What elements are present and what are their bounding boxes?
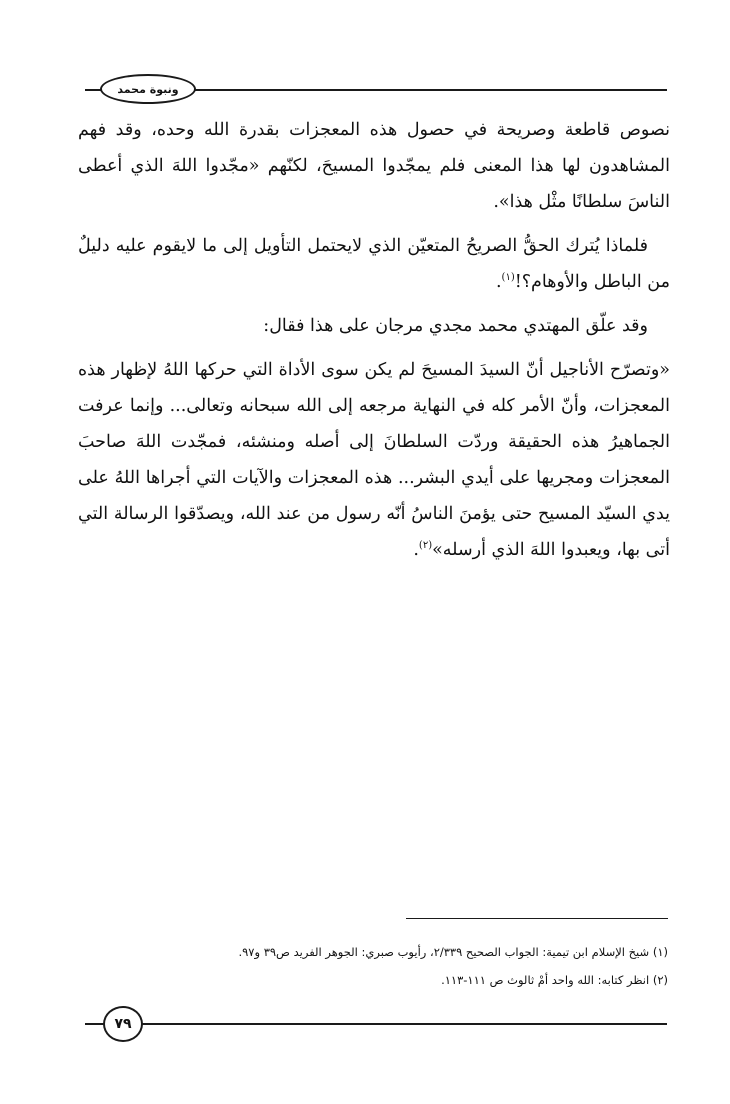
main-text xyxy=(78,112,670,576)
footnote-ref-2: (٢) xyxy=(418,540,433,552)
footnotes xyxy=(78,938,668,994)
paragraph-2-text: فلماذا يُترك الحقُّ الصريحُ المتعيّن الذي لايحتمل التأويل إلى ما لايقوم عليه دليلٌ من الباطل والأوهام؟! xyxy=(78,236,670,292)
footnote-ref-1: (١) xyxy=(501,272,515,284)
paragraph-2 xyxy=(78,228,670,300)
paragraph-4-quote xyxy=(78,352,670,568)
footnote-2: (٢) انظر كتابه: الله واحد أمْ ثالوث ص ١١١-١١٣. xyxy=(441,973,668,987)
page-number: ٧٩ xyxy=(103,1006,143,1042)
footnote-1: (١) شيخ الإسلام ابن تيمية: الجواب الصحيح ٢/٣٣٩، رأيوب صبري: الجوهر الفريد ص٣٩ و٩٧. xyxy=(238,945,668,959)
paragraph-3: وقد علّق المهتدي محمد مجدي مرجان على هذا فقال: xyxy=(263,316,648,336)
paragraph-4-text: «وتصرّح الأناجيل أنّ السيدَ المسيحَ لم يكن سوى الأداة التي حركها اللهُ لإظهار هذه المعجزات، وأنّ الأمر كله في النهاية مرجعه إلى الله سبحانه وتعالى... وإنما عرفت الجماهيرُ هذه الحقيقة وردّت السلطانَ إلى أصله ومنشئه، فمجّدت اللهَ صاحبَ المعجزات ومجريها على أيدي البشر... هذه المعجزات والآيات التي أجراها اللهُ على يدي السيّد المسيح حتى يؤمنَ الناسُ أنّه رسول من عند الله، ويصدّقوا الرسالة التي أتى بها، ويعبدوا اللهَ الذي أرسله» xyxy=(78,360,670,560)
paragraph-4-end: . xyxy=(413,540,419,560)
footer-rule xyxy=(85,1023,667,1025)
running-title: ونبوة محمد xyxy=(100,74,196,104)
paragraph-2-end: . xyxy=(495,272,502,292)
footnote-separator xyxy=(406,918,668,919)
paragraph-1: نصوص قاطعة وصريحة في حصول هذه المعجزات بقدرة الله وحده، وقد فهم المشاهدون لها هذا المعنى فلم يمجّدوا المسيحَ، لكنّهم «مجّدوا اللهَ الذي أعطى الناسَ سلطانًا مثْل هذا». xyxy=(78,120,670,212)
